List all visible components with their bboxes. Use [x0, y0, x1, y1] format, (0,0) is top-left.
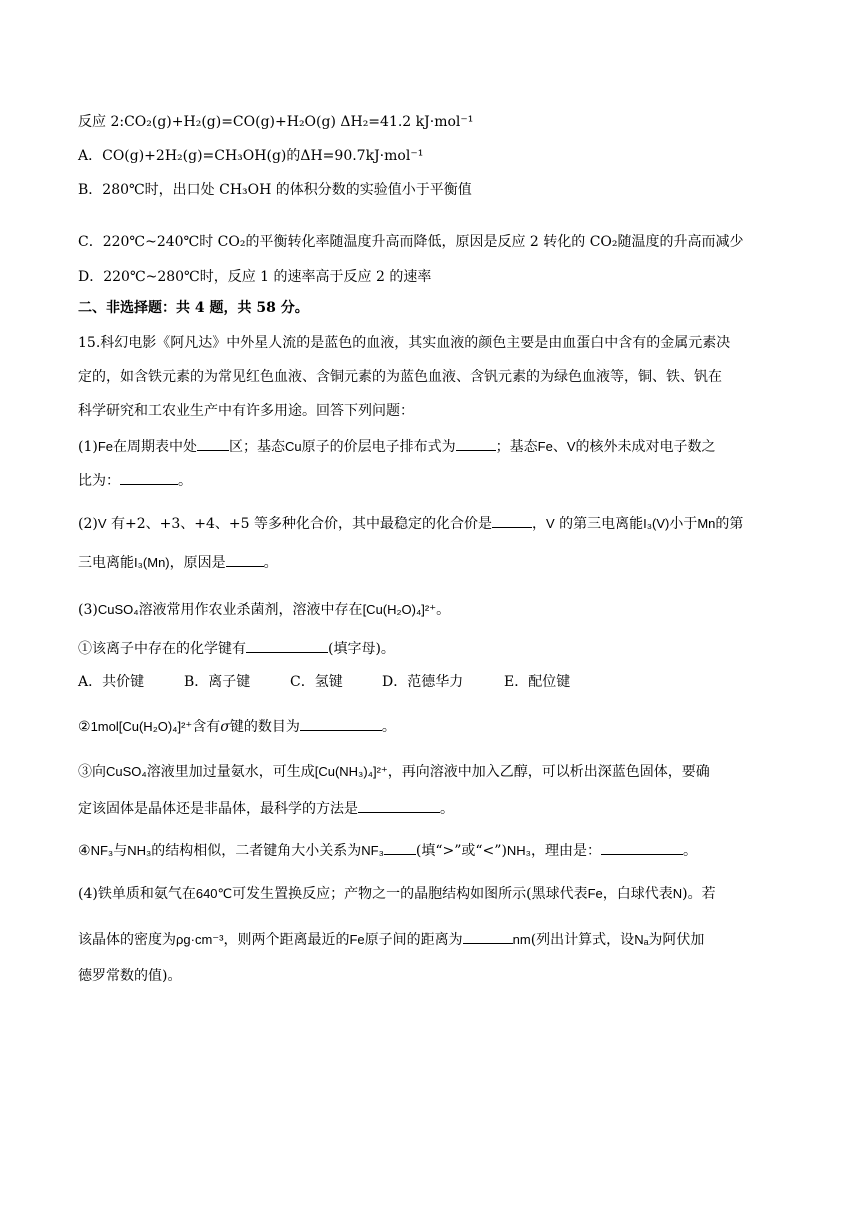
q3-sub2	[78, 716, 396, 737]
q1-text-h: 比为：	[78, 473, 120, 489]
q3-s2-text-d: 。	[381, 719, 396, 735]
q3-sub3-line1	[78, 762, 710, 782]
q3-text-c: 。	[436, 602, 451, 618]
fe-symbol: Fe	[349, 932, 365, 947]
q4-text-e: 该晶体的密度为	[78, 932, 176, 948]
complex-ion-formula: [Cu(H₂O)₄]²⁺	[118, 719, 193, 734]
sigma-symbol: σ	[220, 719, 230, 735]
q2-num: (2)	[78, 516, 98, 532]
choice-e: E．配位键	[504, 674, 571, 690]
temperature-value: 640℃	[195, 886, 233, 901]
reaction-2-line: 反应 2:CO₂(g)+H₂(g)=CO(g)+H₂O(g) ΔH₂=41.2 kJ·mol⁻¹	[78, 114, 474, 130]
choice-c: C．氢键	[290, 674, 343, 690]
q3-s2-text-c: 键的数目为	[229, 719, 300, 735]
q3-s4-num: ④	[78, 843, 91, 859]
q3-s3-text-b: 溶液里加过量氨水，可生成	[146, 764, 315, 780]
answer-blank[interactable]	[246, 638, 328, 653]
q3-s2-num: ②	[78, 719, 91, 735]
cuso4-formula: CuSO₄	[106, 764, 147, 779]
q4-text-h: (列出计算式，设	[530, 932, 635, 948]
v-symbol: V	[566, 439, 576, 454]
answer-blank[interactable]	[300, 716, 382, 731]
cuso4-formula: CuSO₄	[97, 602, 139, 617]
answer-blank[interactable]	[463, 929, 513, 944]
option-b: B．280℃时，出口处 CH₃OH 的体积分数的实验值小于平衡值	[78, 182, 472, 198]
q2-line1	[78, 513, 743, 534]
choice-d: D．范德华力	[382, 674, 464, 690]
q3-s3-text-c: ，再向溶液中加入乙醇，可以析出深蓝色固体，要确	[387, 764, 710, 780]
q2-text-f: 的第	[715, 516, 744, 532]
q3-s3-text-e: 。	[440, 801, 454, 817]
q3-s4-text-d: (填“>”或“<”)	[415, 843, 507, 859]
q1-text-i: 。	[178, 473, 192, 489]
q1-text-e: ；基态	[495, 439, 538, 455]
q3-s4-text-c: 的结构相似，二者键角大小关系为	[151, 843, 362, 859]
cu-symbol: Cu	[285, 439, 302, 454]
q3-s4-text-e: ，理由是：	[530, 843, 601, 859]
nf3-formula: NF₃	[90, 843, 114, 858]
choice-a: A．共价键	[78, 674, 145, 690]
answer-blank[interactable]	[456, 436, 496, 451]
answer-blank[interactable]	[120, 470, 178, 485]
q4-line2	[78, 929, 704, 950]
q4-text-a: (4)铁单质和氨气在	[78, 886, 196, 902]
answer-blank[interactable]	[226, 552, 264, 567]
q4-text-f: ，则两个距离最近的	[223, 932, 350, 948]
q4-text-i: 为阿伏加	[648, 932, 705, 948]
q1-text-f: 、	[552, 439, 567, 455]
q15-intro-line2: 定的，如含铁元素的为常见红色血液、含铜元素的为蓝色血液、含钒元素的为绿色血液等，铜、铁、钒在	[78, 369, 722, 385]
fe-symbol: Fe	[537, 439, 553, 454]
choice-b: B．离子键	[184, 674, 251, 690]
nf3-formula: NF₃	[361, 843, 384, 858]
q15-intro-line3: 科学研究和工农业生产中有许多用途。回答下列问题：	[78, 403, 414, 419]
ammine-complex-formula: [Cu(NH₃)₄]²⁺	[314, 764, 388, 779]
q3-s4-text-b: 与	[113, 843, 128, 859]
q3-s1-text: ①该离子中存在的化学键有	[78, 641, 246, 657]
v-symbol: V	[97, 516, 107, 531]
q4-line1	[78, 884, 716, 904]
q3-text-b: 溶液常用作农业杀菌剂，溶液中存在	[138, 602, 363, 618]
mol-unit: 1mol	[90, 719, 119, 734]
density-expression: ρg·cm⁻³	[176, 932, 224, 947]
q3-line1	[78, 600, 450, 620]
q2-text-c: ，	[531, 516, 546, 532]
section-heading: 二、非选择题：共 4 题，共 58 分。	[78, 300, 309, 316]
q1-text-b: 在周期表中处	[113, 439, 198, 455]
q1-text-d: 原子的价层电子排布式为	[301, 439, 456, 455]
q2-text-e: 小于	[669, 516, 698, 532]
q4-text-d: )。若	[682, 886, 716, 902]
fe-symbol: Fe	[97, 439, 114, 454]
q1-text-g: 的核外未成对电子数之	[575, 439, 716, 455]
q2-text-i: 。	[263, 555, 278, 571]
q2-text-g: 三电离能	[78, 555, 134, 571]
nh3-formula: NH₃	[506, 843, 531, 858]
q3-s2-text-b: 含有	[192, 719, 221, 735]
q4-text-b: 可发生置换反应；产物之一的晶胞结构如图所示(黑球代表	[232, 886, 588, 902]
q3-s1-text-b: (填字母)。	[328, 641, 395, 657]
q3-sub4	[78, 840, 697, 861]
q2-text-h: ，原因是	[169, 555, 226, 571]
q1-line1	[78, 436, 715, 457]
q3-s3-text-d: 定该固体是晶体还是非晶体，最科学的方法是	[78, 801, 358, 817]
q2-line2	[78, 552, 278, 573]
v-symbol: V	[545, 516, 555, 531]
mn-symbol: Mn	[697, 516, 716, 531]
q2-text-d: 的第三电离能	[559, 516, 644, 532]
avogadro-symbol: Nₐ	[634, 932, 649, 947]
q3-num: (3)	[78, 602, 98, 618]
answer-blank[interactable]	[197, 436, 229, 451]
ionization-energy-v: I₃(V)	[643, 516, 670, 531]
q4-text-g: 原子间的距离为	[364, 932, 463, 948]
option-d: D．220℃~280℃时，反应 1 的速率高于反应 2 的速率	[78, 269, 432, 285]
q4-line3: 德罗常数的值)。	[78, 968, 182, 984]
q1-line2	[78, 470, 192, 491]
q1-num: (1)	[78, 439, 98, 455]
fe-symbol: Fe	[587, 886, 603, 901]
q2-text-b: 有+2、+3、+4、+5 等多种化合价，其中最稳定的化合价是	[110, 516, 492, 532]
q3-s3-num: ③向	[78, 764, 106, 780]
q3-sub3-line2	[78, 798, 454, 819]
nh3-formula: NH₃	[127, 843, 152, 858]
nm-unit: nm	[512, 932, 531, 947]
answer-blank[interactable]	[601, 840, 683, 855]
option-a: A．CO(g)+2H₂(g)=CH₃OH(g)的ΔH=90.7kJ·mol⁻¹	[78, 148, 424, 164]
answer-blank[interactable]	[384, 840, 416, 855]
option-c: C．220℃~240℃时 CO₂的平衡转化率随温度升高而降低，原因是反应 2 转化的 CO₂随温度的升高而减少	[78, 234, 744, 250]
answer-blank[interactable]	[492, 513, 532, 528]
q3-choices	[78, 672, 570, 692]
q15-intro-line1: 15.科幻电影《阿凡达》中外星人流的是蓝色的血液，其实血液的颜色主要是由血蛋白中含有的金属元素决	[78, 335, 731, 351]
complex-ion-formula: [Cu(H₂O)₄]²⁺	[362, 602, 437, 617]
q1-text-c: 区；基态	[229, 439, 286, 455]
q3-s4-text-f: 。	[682, 843, 697, 859]
ionization-energy-mn: I₃(Mn)	[134, 555, 170, 570]
q3-sub1	[78, 638, 395, 659]
q4-text-c: ，白球代表	[602, 886, 673, 902]
n-symbol: N	[672, 886, 683, 901]
answer-blank[interactable]	[358, 798, 440, 813]
